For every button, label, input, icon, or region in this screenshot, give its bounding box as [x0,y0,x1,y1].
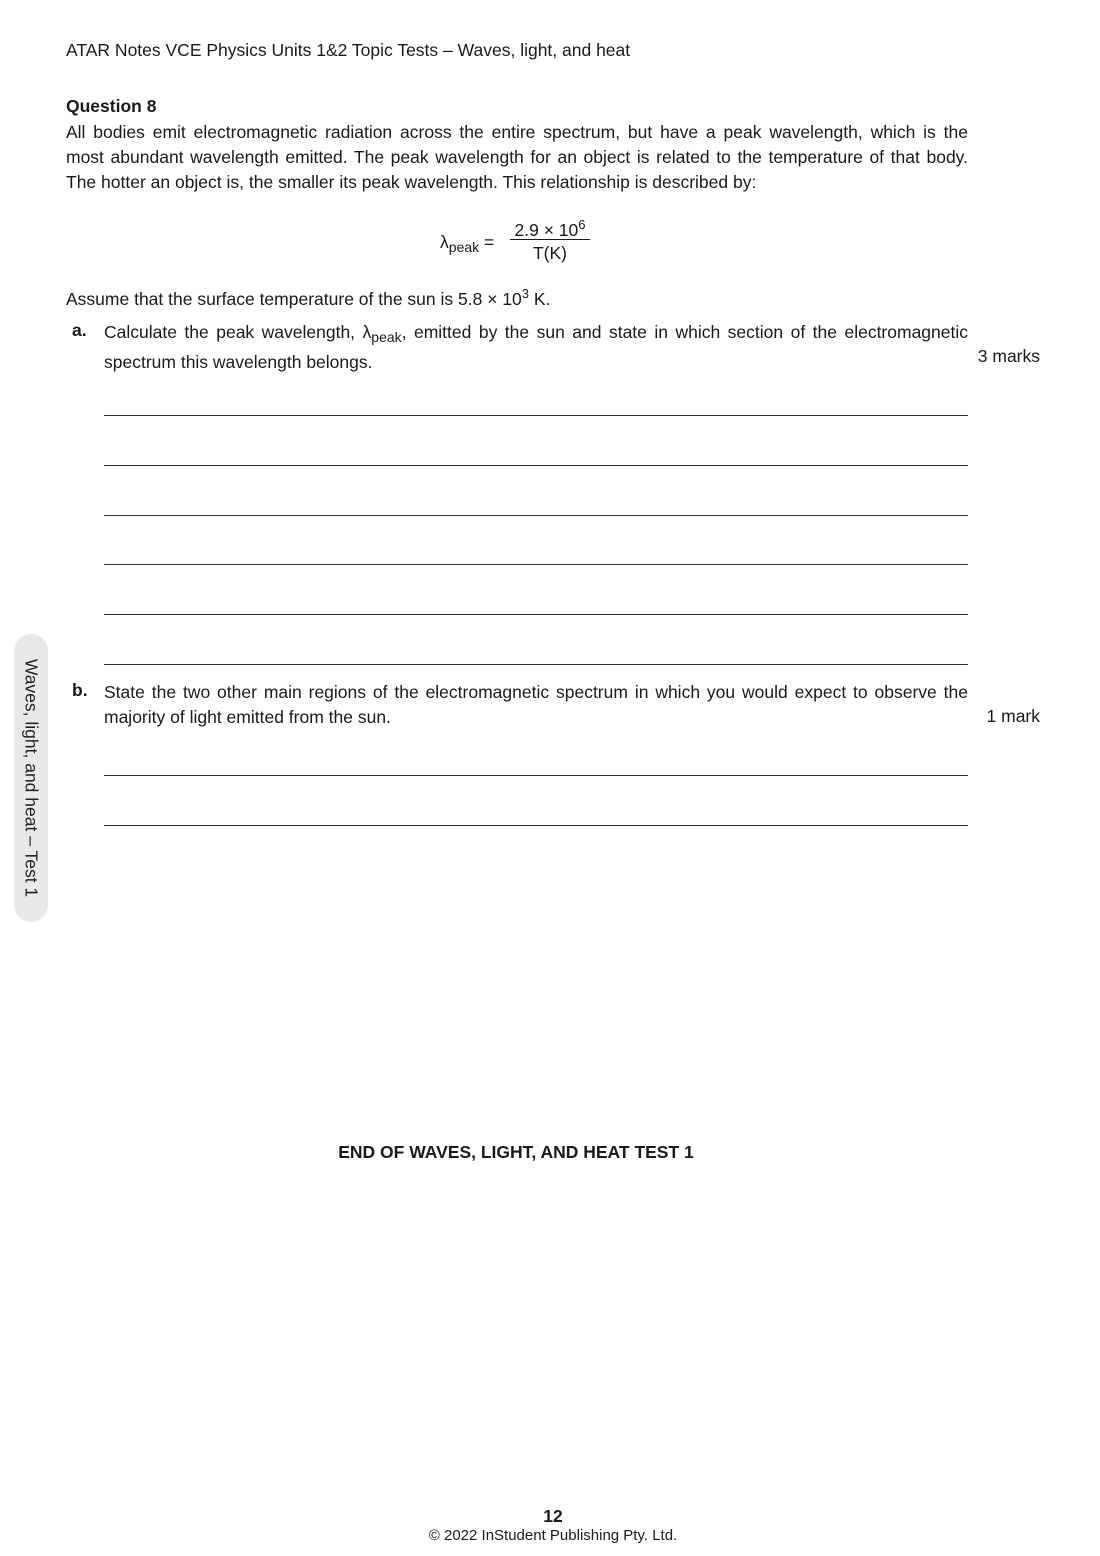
assumption-prefix: Assume that the surface temperature of the sun is 5.8 × 10 [66,289,522,309]
answer-line-a-1[interactable] [104,415,968,416]
running-header: ATAR Notes VCE Physics Units 1&2 Topic Tests – Waves, light, and heat [66,40,631,60]
answer-line-a-5[interactable] [104,614,968,615]
answer-line-b-2[interactable] [104,825,968,826]
numerator-exponent: 6 [578,217,586,232]
assumption-text [66,286,550,310]
part-a-line-1-suffix: , emitted by the sun and state in which section of the electromagnetic [401,322,968,342]
intro-line-3: The hotter an object is, the smaller its peak wavelength. This relationship is described by: [66,172,757,192]
copyright-notice: © 2022 InStudent Publishing Pty. Ltd. [428,1527,678,1544]
answer-line-a-3[interactable] [104,515,968,516]
part-b-label: b. [72,680,88,700]
answer-line-b-1[interactable] [104,775,968,776]
page-number: 12 [543,1506,563,1526]
part-a-line-2: spectrum this wavelength belongs. [104,352,373,372]
part-a-marks: 3 marks [977,346,1040,366]
assumption-exponent: 3 [521,286,529,301]
numerator-base: 2.9 × 10 [514,220,579,240]
intro-line-1: All bodies emit electromagnetic radiation across the entire spectrum, but have a peak wavelength, which is the [66,122,968,142]
formula-fraction [510,212,590,264]
part-a-lambda-subscript: peak [371,329,402,345]
side-section-tab [14,634,48,922]
assumption-suffix: K. [528,289,551,309]
lambda-subscript: peak [448,239,480,255]
part-a-text [104,320,968,375]
question-intro [66,120,968,195]
part-a-line-1 [104,320,968,350]
part-b-line-1: State the two other main regions of the electromagnetic spectrum in which you would expect to observe the [104,682,968,702]
part-a-line-1-prefix: Calculate the peak wavelength, [104,322,363,342]
answer-line-a-2[interactable] [104,465,968,466]
answer-line-a-6[interactable] [104,664,968,665]
part-b-text [104,680,968,730]
formula-equals: = [483,232,495,252]
part-b-marks: 1 mark [986,706,1040,726]
question-title: Question 8 [66,96,157,116]
lambda-symbol: λ [440,232,449,252]
end-of-test-text: END OF WAVES, LIGHT, AND HEAT TEST 1 [338,1142,694,1162]
formula-numerator [510,212,590,238]
answer-line-a-4[interactable] [104,564,968,565]
formula-denominator: T(K) [532,243,568,263]
side-tab-label: Waves, light, and heat – Test 1 [21,658,42,898]
part-a-lambda-symbol: λ [362,322,372,342]
formula-lhs [440,232,494,255]
part-a-label: a. [72,320,87,340]
part-b-line-2: majority of light emitted from the sun. [104,707,391,727]
intro-line-2: most abundant wavelength emitted. The peak wavelength for an object is related to the temperature of that body. [66,147,968,167]
